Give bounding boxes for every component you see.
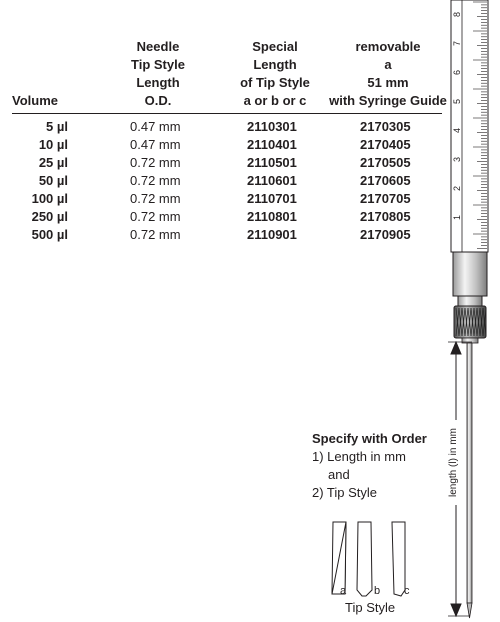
volume-cell: 50 µl	[38, 173, 68, 188]
volume-cell: 10 µl	[38, 137, 68, 152]
od-cell: 0.72 mm	[130, 209, 181, 224]
scale-number: 1	[452, 214, 462, 220]
special-cell: 2110901	[247, 227, 297, 242]
od-cell: 0.72 mm	[130, 227, 181, 242]
header-od-line-4: O.D.	[144, 93, 172, 108]
special-cell: 2110501	[247, 155, 297, 170]
scale-number: 4	[452, 127, 462, 133]
header-special-line-3: of Tip Style	[240, 75, 310, 90]
removable-cell: 2170605	[360, 173, 411, 188]
od-cell: 0.47 mm	[130, 119, 181, 134]
scale-number: 2	[452, 185, 462, 191]
special-cell: 2110601	[247, 173, 297, 188]
tip-a-label: a	[340, 585, 347, 597]
od-cell: 0.72 mm	[130, 191, 181, 206]
od-cell: 0.72 mm	[130, 155, 181, 170]
scale-number: 8	[452, 11, 462, 17]
tip-b-shape	[357, 522, 372, 596]
removable-cell: 2170405	[360, 137, 411, 152]
order-line-1: 1) Length in mm	[312, 449, 406, 464]
header-removable-line-3: 51 mm	[367, 75, 409, 90]
removable-cell: 2170805	[360, 209, 411, 224]
order-line-3: 2) Tip Style	[312, 485, 378, 500]
header-removable-line-4: with Syringe Guide	[329, 93, 447, 108]
od-cell: 0.72 mm	[130, 173, 181, 188]
tip-style-caption: Tip Style	[345, 600, 396, 615]
removable-cell: 2170905	[360, 227, 411, 242]
removable-cell: 2170705	[360, 191, 411, 206]
tip-b-label: b	[374, 585, 381, 597]
header-special-line-4: a or b or c	[243, 93, 307, 108]
od-cell: 0.47 mm	[130, 137, 181, 152]
special-cell: 2110701	[247, 191, 297, 206]
tip-c-label: c	[404, 585, 410, 597]
special-cell: 2110801	[247, 209, 297, 224]
special-cell: 2110301	[247, 119, 297, 134]
volume-cell: 500 µl	[31, 227, 68, 242]
order-line-2: and	[328, 467, 350, 482]
header-volume-line: Volume	[12, 93, 58, 108]
removable-cell: 2170505	[360, 155, 411, 170]
syringe-hub	[453, 252, 487, 343]
header-special-line-1: Special	[252, 39, 298, 54]
scale-number: 7	[452, 40, 462, 46]
length-label: length (l) in mm	[448, 428, 459, 497]
volume-cell: 100 µl	[31, 191, 68, 206]
syringe-barrel	[451, 0, 488, 252]
order-instructions	[312, 430, 427, 502]
header-od-line-3: Length	[136, 75, 180, 90]
scale-number: 3	[452, 156, 462, 162]
volume-cell: 250 µl	[31, 209, 68, 224]
header-od-line-2: Tip Style	[131, 57, 185, 72]
volume-cell: 25 µl	[38, 155, 68, 170]
header-removable-line-1: removable	[355, 39, 421, 54]
removable-cell: 2170305	[360, 119, 411, 134]
scale-number: 6	[452, 69, 462, 75]
needle	[467, 343, 472, 618]
header-removable-line-2: a	[384, 57, 392, 72]
scale-number: 5	[452, 98, 462, 104]
header-od-line-1: Needle	[136, 39, 180, 54]
header-special-line-2: Length	[253, 57, 297, 72]
special-cell: 2110401	[247, 137, 297, 152]
volume-cell: 5 µl	[46, 119, 68, 134]
order-title: Specify with Order	[312, 431, 427, 446]
